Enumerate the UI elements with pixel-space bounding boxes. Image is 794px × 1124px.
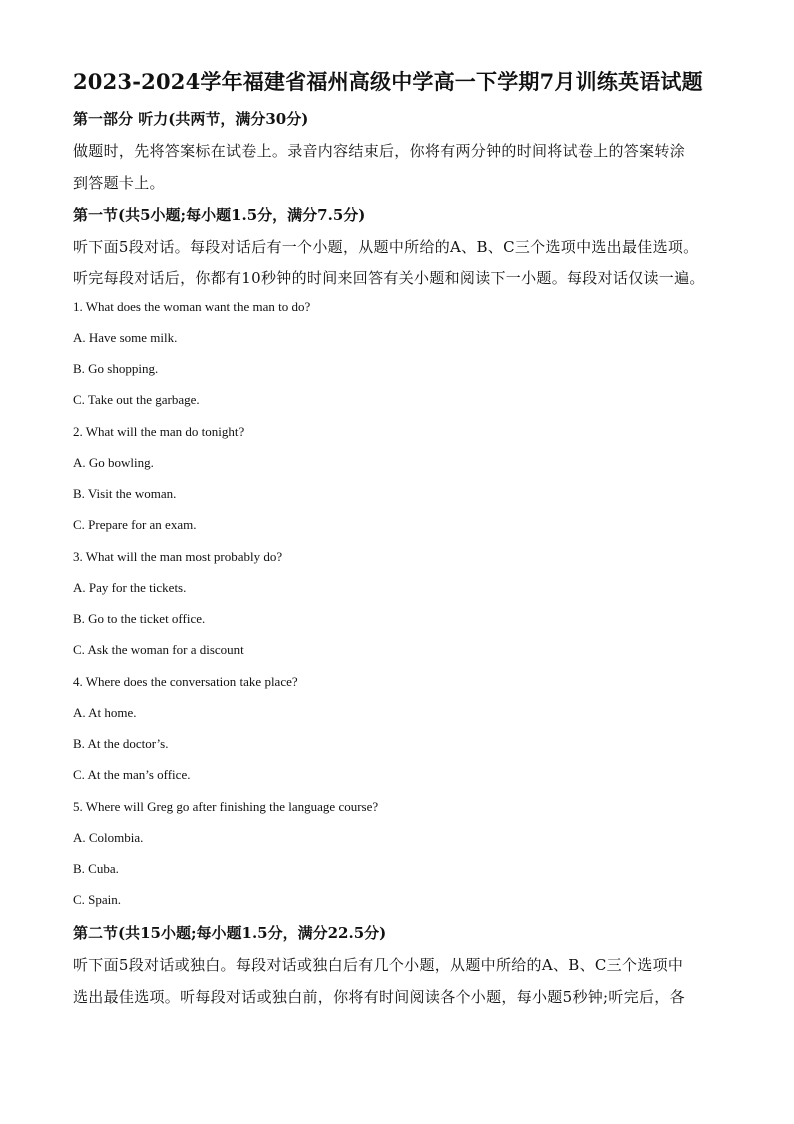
part1-heading: 第一部分 听力(共两节，满分30分)	[73, 110, 309, 128]
question-option: C. Prepare for an exam.	[73, 517, 197, 532]
question-option: C. Take out the garbage.	[73, 392, 200, 407]
question-option: A. Colombia.	[73, 830, 144, 845]
question-option: B. Go shopping.	[73, 361, 159, 376]
question-stem: 3. What will the man most probably do?	[73, 549, 283, 564]
question-option: B. Cuba.	[73, 861, 119, 876]
question-option: B. At the doctor’s.	[73, 736, 169, 751]
section2-instructions-line-2: 选出最佳选项。听每段对话或独白前，你将有时间阅读各个小题，每小题5秒钟;听完后，各	[73, 988, 685, 1006]
instructions-line-2: 到答题卡上。	[73, 174, 165, 192]
question-option: B. Visit the woman.	[73, 486, 177, 501]
page-title: 2023-2024学年福建省福州高级中学高一下学期7月训练英语试题	[73, 69, 703, 94]
question-stem: 2. What will the man do tonight?	[73, 424, 245, 439]
question-stem: 5. Where will Greg go after finishing the language course?	[73, 799, 379, 814]
question-option: C. Ask the woman for a discount	[73, 642, 244, 657]
section1-instructions-line-1: 听下面5段对话。每段对话后有一个小题，从题中所给的A、B、C三个选项中选出最佳选项。	[73, 238, 699, 256]
question-stem: 1. What does the woman want the man to do?	[73, 299, 311, 314]
section2-heading: 第二节(共15小题;每小题1.5分，满分22.5分)	[73, 924, 387, 942]
instructions-line-1: 做题时，先将答案标在试卷上。录音内容结束后，你将有两分钟的时间将试卷上的答案转涂	[73, 142, 686, 160]
question-option: A. At home.	[73, 705, 137, 720]
question-option: B. Go to the ticket office.	[73, 611, 206, 626]
question-option: C. At the man’s office.	[73, 767, 191, 782]
question-option: A. Pay for the tickets.	[73, 580, 187, 595]
section2-instructions-line-1: 听下面5段对话或独白。每段对话或独白后有几个小题，从题中所给的A、B、C三个选项中	[73, 956, 684, 974]
section1-instructions-line-2: 听完每段对话后，你都有10秒钟的时间来回答有关小题和阅读下一小题。每段对话仅读一遍。	[73, 269, 705, 287]
question-option: C. Spain.	[73, 892, 122, 907]
question-option: A. Have some milk.	[73, 330, 178, 345]
section1-heading: 第一节(共5小题;每小题1.5分，满分7.5分)	[73, 206, 366, 224]
question-stem: 4. Where does the conversation take place?	[73, 674, 298, 689]
question-option: A. Go bowling.	[73, 455, 154, 470]
